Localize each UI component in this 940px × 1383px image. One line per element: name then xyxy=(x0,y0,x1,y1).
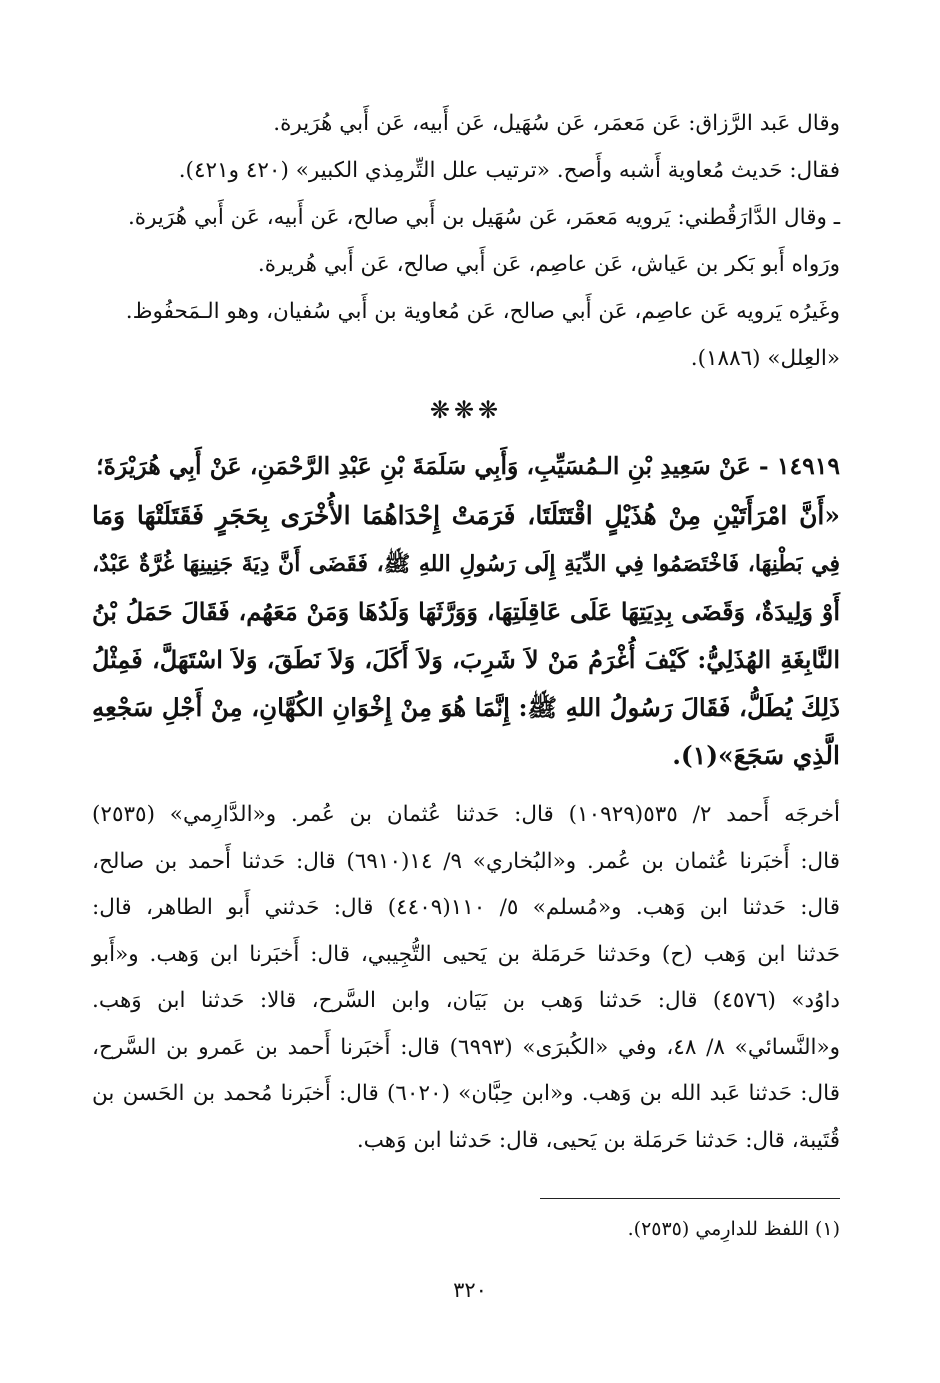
hadith-heading: ١٤٩١٩ - عَنْ سَعِيدِ بْنِ الـمُسَيِّبِ، وَأَبِي سَلَمَةَ بْنِ عَبْدِ الرَّحْمَنِ، عَنْ أَبِي هُرَيْرَةَ؛ xyxy=(96,452,840,480)
intro-line: «العِلل» (١٨٨٦). xyxy=(690,346,840,371)
intro-line: ـ وقال الدَّارَقُطني: يَرويه مَعمَر، عَن سُهَيل بن أَبي صالح، عَن أَبيه، عَن أَبي هُرَيرة. xyxy=(127,205,840,230)
takhrij-line: قال: حَدثنا عَبد الله بن وَهب. و«ابن حِبَّان» (٦٠٢٠) قال: أَخبَرنا مُحمد بن الحَسن بن xyxy=(92,1081,840,1106)
takhrij-line: قال: حَدثنا ابن وَهب. و«مُسلم» ٥/ ١١٠(٤٤٠٩) قال: حَدثني أَبو الطاهر، قال: xyxy=(92,895,840,920)
takhrij-line: قال: أَخبَرنا عُثمان بن عُمر. و«البُخاري» ٩/ ١٤(٦٩١٠) قال: حَدثنا أَحمد بن صالح، xyxy=(92,848,841,874)
intro-line: وقال عَبد الرَّزاق: عَن مَعمَر، عَن سُهَيل، عَن أَبيه، عَن أَبي هُرَيرة. xyxy=(273,111,840,136)
hadith-line: «أَنَّ امْرَأَتَيْنِ مِنْ هُذَيْلٍ اقْتَتَلَتَا، فَرَمَتْ إِحْدَاهُمَا الأُخْرَى بِحَجَرٍ فَقَتَلَتْهَا وَمَا xyxy=(92,501,840,530)
intro-line: فقال: حَديث مُعاوية أَشبه وأَصح. «ترتيب علل التِّرمِذي الكبير» (٤٢٠ و٤٢١). xyxy=(178,158,840,183)
page-body xyxy=(92,100,840,1164)
takhrij-line: و«النَّسائي» ٨/ ٤٨، وفي «الكُبرَى» (٦٩٩٣) قال: أَخبَرنا أَحمد بن عَمرو بن السَّرح، xyxy=(92,1034,841,1060)
hadith-line: فِي بَطْنِهَا، فَاخْتَصَمُوا فِي الدِّيَةِ إِلَى رَسُولِ اللهِ ﷺ، فَقَضَى أَنَّ دِيَةَ جَنِينِهَا غُرَّةٌ عَبْدٌ، xyxy=(92,551,840,577)
intro-line: وغَيرُه يَرويه عَن عاصِم، عَن أَبي صالح، عَن مُعاوية بن أَبي سُفيان، وهو الـمَحفُوظ. xyxy=(125,299,840,324)
hadith-line: أَوْ وَلِيدَةٌ، وَقَضَى بِدِيَتِهَا عَلَى عَاقِلَتِهَا، وَوَرَّثَهَا وَلَدُهَا وَمَنْ مَعَهُم، فَقَالَ حَمَلُ بْنُ xyxy=(92,597,840,626)
hadith-line: النَّابِغَةِ الهُذَلِيُّ: كَيْفَ أُغْرَمُ مَنْ لاَ شَرِبَ، وَلاَ أَكَلَ، وَلاَ نَطَقَ، وَلاَ اسْتَهَلَّ، فَمِثْلُ xyxy=(92,645,840,674)
section-separator: ❋❋❋ xyxy=(429,396,503,424)
takhrij-line: قُتَيبة، قال: حَدثنا حَرمَلة بن يَحيى، قال: حَدثنا ابن وَهب. xyxy=(356,1127,840,1153)
footnote-divider xyxy=(540,1198,840,1199)
intro-line: ورَواه أَبو بَكر بن عَياش، عَن عاصِم، عَن أَبي صالح، عَن أَبي هُريرة. xyxy=(257,252,840,277)
takhrij-line: أخرجَه أَحمد ٢/ ٥٣٥(١٠٩٢٩) قال: حَدثنا عُثمان بن عُمر. و«الدَّارِمي» (٢٥٣٥) xyxy=(92,802,841,827)
footnote: (١) اللفظ للدارِمي (٢٥٣٥). xyxy=(627,1218,840,1240)
page-number: ٣٢٠ xyxy=(453,1278,487,1302)
hadith-section xyxy=(92,440,840,780)
takhrij-line: حَدثنا ابن وَهب (ح) وحَدثنا حَرمَلة بن يَحيى التُّجِيبي، قال: أَخبَرنا ابن وَهب. و«أَبو xyxy=(92,941,840,967)
takhrij-line: داوُد» (٤٥٧٦) قال: حَدثنا وَهب بن بَيَان، وابن السَّرح، قالا: حَدثنا ابن وَهب. xyxy=(92,988,840,1013)
intro-section xyxy=(92,100,840,382)
hadith-line: الَّذِي سَجَعَ»(١). xyxy=(672,741,840,770)
takhrij-section xyxy=(92,792,840,1164)
hadith-line: ذَلِكَ يُطَلُّ، فَقَالَ رَسُولُ اللهِ ﷺ: إِنَّمَا هُوَ مِنْ إِخْوَانِ الكُهَّانِ، مِنْ أَجْلِ سَجْعِهِ xyxy=(92,693,840,722)
